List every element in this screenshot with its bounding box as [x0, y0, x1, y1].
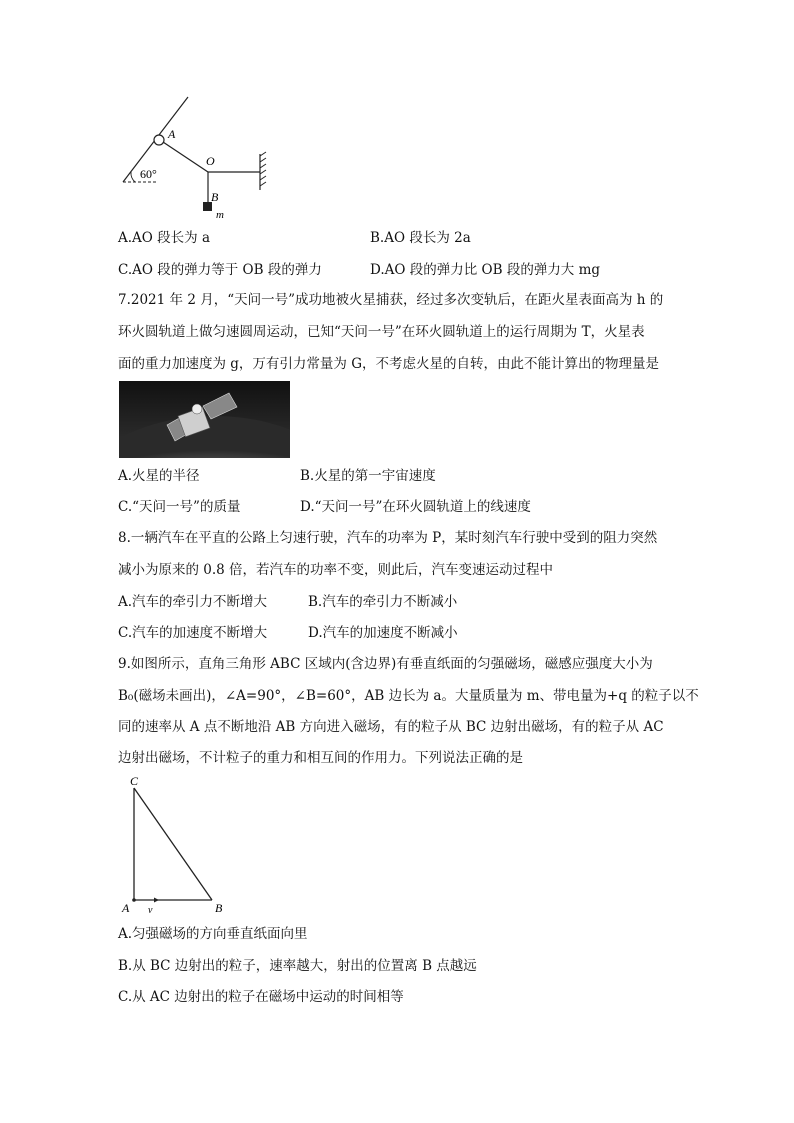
- q9-option-a: A.匀强磁场的方向垂直纸面向里: [118, 926, 308, 942]
- q9-option-c: C.从 AC 边射出的粒子在磁场中运动的时间相等: [118, 989, 404, 1005]
- label-c: C: [130, 774, 139, 788]
- q8-option-d: D.汽车的加速度不断减小: [308, 625, 458, 641]
- q9-line-3: 同的速率从 A 点不断地沿 AB 方向进入磁场，有的粒子从 BC 边射出磁场，有的粒子从 AC: [118, 719, 664, 735]
- satellite-photo: [119, 381, 290, 458]
- q7-option-a: A.火星的半径: [118, 468, 200, 484]
- label-a: A: [168, 127, 176, 141]
- q8-line-1: 8.一辆汽车在平直的公路上匀速行驶，汽车的功率为 P，某时刻汽车行驶中受到的阻力突然: [118, 530, 658, 546]
- label-v: v: [148, 905, 153, 916]
- q7-line-3: 面的重力加速度为 g，万有引力常量为 G，不考虑火星的自转，由此不能计算出的物理量是: [118, 356, 660, 372]
- q7-line-1: 7.2021 年 2 月，“天问一号”成功地被火星捕获，经过多次变轨后，在距火星表面高为 h 的: [118, 292, 664, 308]
- q9-option-b: B.从 BC 边射出的粒子，速率越大，射出的位置离 B 点越远: [118, 958, 477, 974]
- q6-option-a: A.AO 段长为 a: [118, 230, 210, 246]
- ring-a: [154, 135, 164, 145]
- label-a2: A: [122, 901, 130, 915]
- q9-line-4: 边射出磁场，不计粒子的重力和相互间的作用力。下列说法正确的是: [118, 750, 523, 766]
- figure-rod-pulley: [118, 92, 278, 222]
- label-m: m: [216, 209, 224, 221]
- label-b: B: [211, 190, 219, 204]
- q9-line-2: B₀(磁场未画出)，∠A=90°，∠B=60°，AB 边长为 a。大量质量为 m、带电量为+q 的粒子以不: [118, 688, 699, 704]
- q9-line-1: 9.如图所示，直角三角形 ABC 区域内(含边界)有垂直纸面的匀强磁场，磁感应强度大小为: [118, 656, 653, 672]
- q6-option-d: D.AO 段的弹力比 OB 段的弹力大 mg: [370, 262, 601, 278]
- q6-option-c: C.AO 段的弹力等于 OB 段的弹力: [118, 262, 322, 278]
- q7-option-c: C.“天问一号”的质量: [118, 499, 241, 515]
- label-o: O: [206, 154, 215, 168]
- q7-option-b: B.火星的第一宇宙速度: [300, 468, 436, 484]
- q7-line-2: 环火圆轨道上做匀速圆周运动，已知“天问一号”在环火圆轨道上的运行周期为 T，火星表: [118, 324, 645, 340]
- q7-option-d: D.“天问一号”在环火圆轨道上的线速度: [300, 499, 531, 515]
- q8-option-c: C.汽车的加速度不断增大: [118, 625, 268, 641]
- q8-option-a: A.汽车的牵引力不断增大: [118, 594, 268, 610]
- q8-option-b: B.汽车的牵引力不断减小: [308, 594, 458, 610]
- q6-option-b: B.AO 段长为 2a: [370, 230, 471, 246]
- label-b2: B: [215, 901, 223, 915]
- label-angle: 60°: [140, 167, 157, 181]
- figure-triangle-abc: [114, 772, 234, 917]
- q8-line-2: 减小为原来的 0.8 倍，若汽车的功率不变，则此后，汽车变速运动过程中: [118, 562, 554, 578]
